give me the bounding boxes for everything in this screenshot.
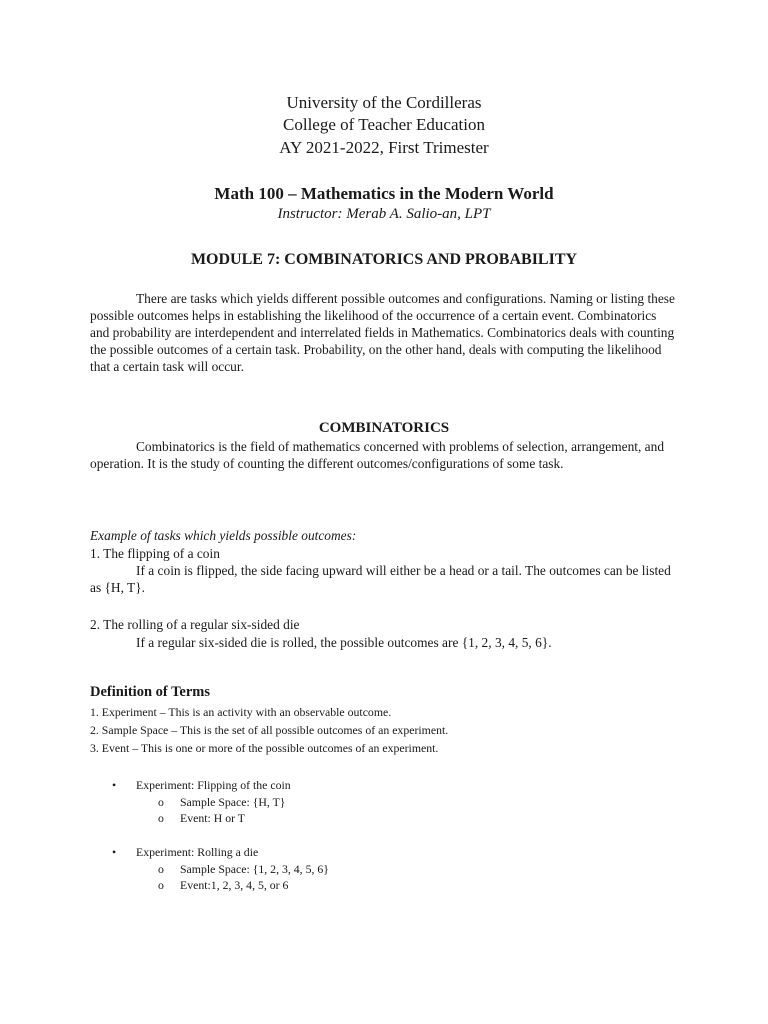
definitions-heading: Definition of Terms <box>90 684 211 700</box>
bullet-label: Experiment: Flipping of the coin <box>136 778 291 792</box>
module-title: MODULE 7: COMBINATORICS AND PROBABILITY <box>190 251 578 268</box>
bullet-item <box>112 844 258 860</box>
intro-paragraph: There are tasks which yields different possible outcomes and configurations. Naming or listing these possible outcomes helps in establishing the likelihood of the occurrence of a certain event. Combinatorics and probability are interdependent and interrelated fields in Mathematics. Combinatorics deals with counting the possible outcomes of a certain task. Probability, on the other hand, deals with computing the likelihood that a certain task will occur. <box>90 291 675 374</box>
example-title: 1. The flipping of a coin <box>90 546 220 561</box>
definition-item: 1. Experiment – This is an activity with an observable outcome. <box>90 705 392 719</box>
sub-bullet-item <box>158 861 329 877</box>
circle-bullet-icon: o <box>158 795 164 809</box>
definition-item: 3. Event – This is one or more of the possible outcomes of an experiment. <box>90 741 439 755</box>
circle-bullet-icon: o <box>158 862 164 876</box>
college-name: College of Teacher Education <box>283 115 485 134</box>
bullet-icon: • <box>112 845 117 859</box>
example-text: If a regular six-sided die is rolled, the possible outcomes are {1, 2, 3, 4, 5, 6}. <box>136 635 552 650</box>
sub-bullet-item <box>158 794 285 810</box>
combinatorics-heading: COMBINATORICS <box>318 420 450 436</box>
course-title: Math 100 – Mathematics in the Modern World <box>214 184 554 203</box>
sub-bullet-label: Event: H or T <box>180 811 245 825</box>
sub-bullet-item <box>158 877 288 893</box>
sub-bullet-label: Sample Space: {1, 2, 3, 4, 5, 6} <box>180 862 329 876</box>
academic-term: AY 2021-2022, First Trimester <box>279 138 489 157</box>
university-name: University of the Cordilleras <box>286 93 482 112</box>
combinatorics-definition: Combinatorics is the field of mathematics concerned with problems of selection, arrangement, and operation. It is the study of counting the different outcomes/configurations of some task. <box>90 439 665 471</box>
examples-intro: Example of tasks which yields possible outcomes: <box>90 528 357 543</box>
instructor-name: Instructor: Merab A. Salio-an, LPT <box>277 206 491 222</box>
example-text: If a coin is flipped, the side facing upward will either be a head or a tail. The outcomes can be listed as {H, T}. <box>90 563 671 595</box>
circle-bullet-icon: o <box>158 878 164 892</box>
definition-item: 2. Sample Space – This is the set of all possible outcomes of an experiment. <box>90 723 449 737</box>
bullet-item <box>112 777 291 793</box>
sub-bullet-label: Event:1, 2, 3, 4, 5, or 6 <box>180 878 289 892</box>
bullet-icon: • <box>112 778 117 792</box>
circle-bullet-icon: o <box>158 811 164 825</box>
example-title: 2. The rolling of a regular six-sided die <box>90 617 300 632</box>
sub-bullet-label: Sample Space: {H, T} <box>180 795 286 809</box>
sub-bullet-item <box>158 810 245 826</box>
bullet-label: Experiment: Rolling a die <box>136 845 259 859</box>
